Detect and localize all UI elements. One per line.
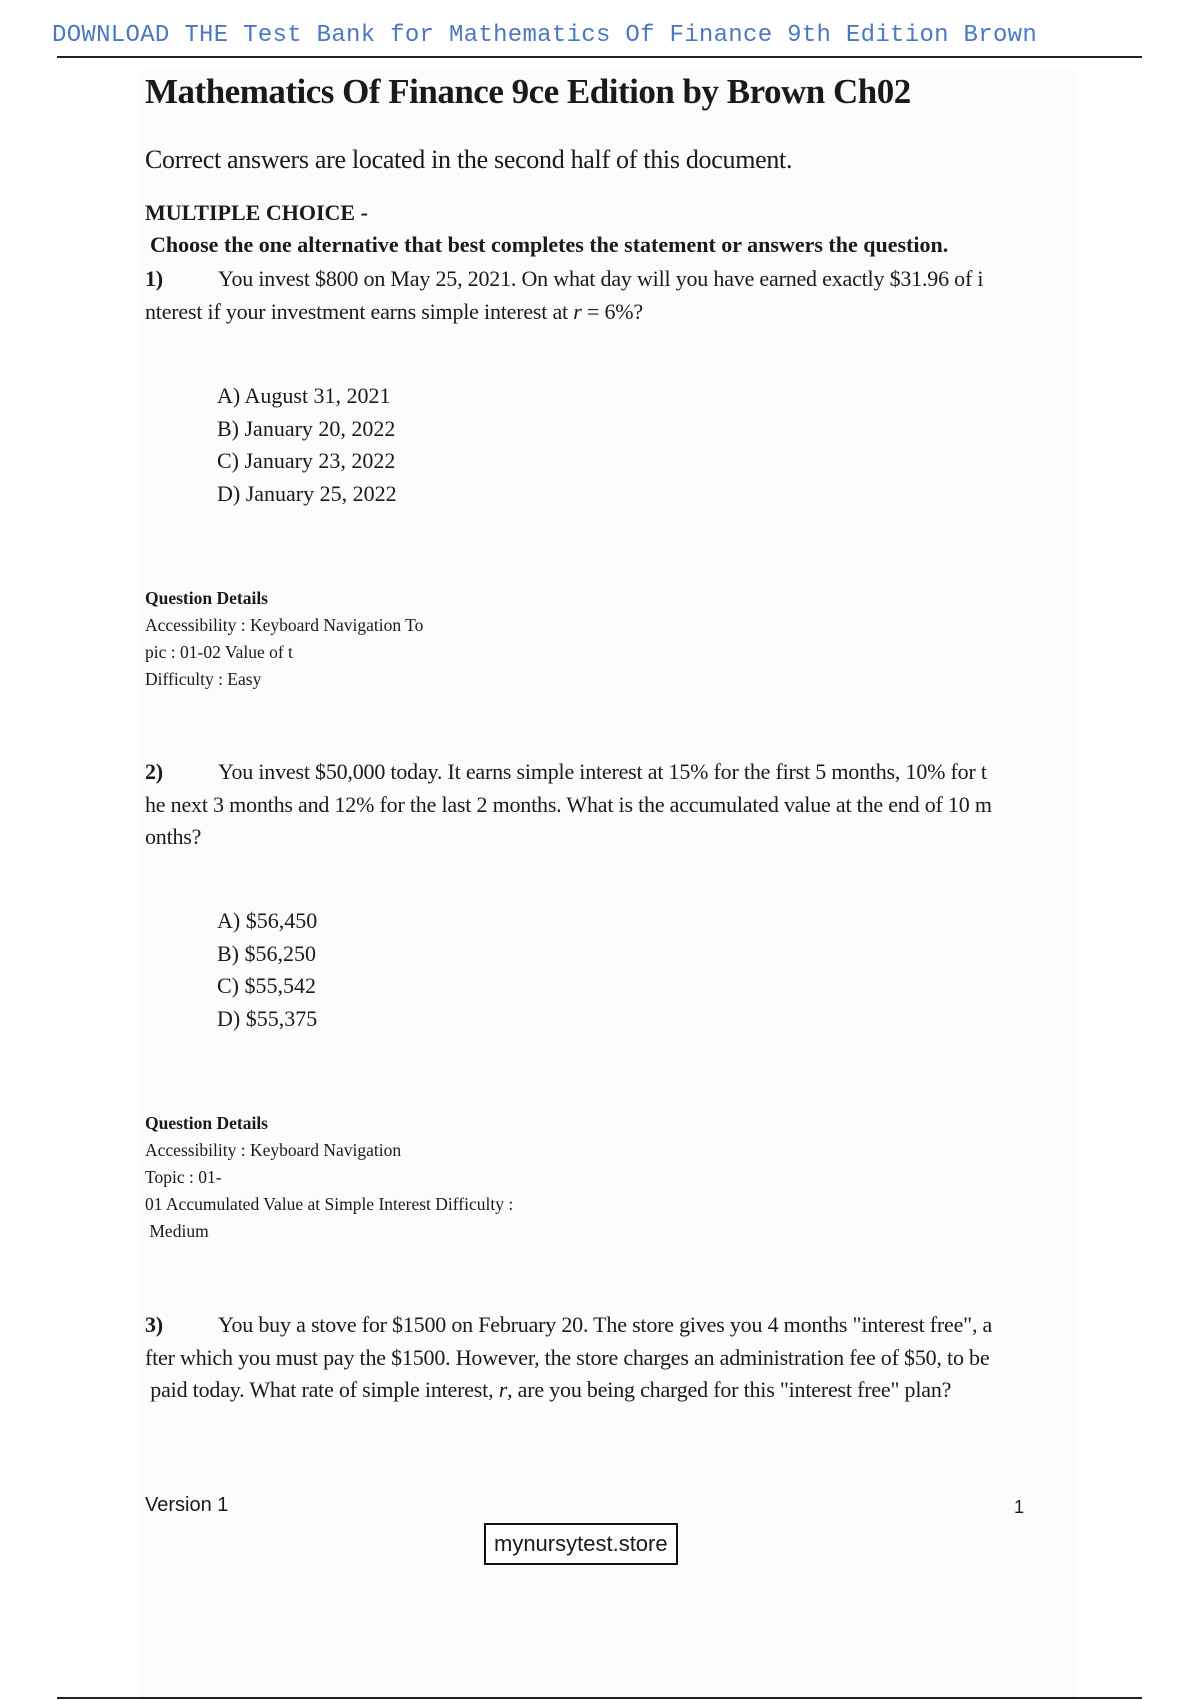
question-2-details [145, 1110, 513, 1245]
question-1-option-d: D) January 25, 2022 [217, 480, 397, 506]
page-number: 1 [1014, 1497, 1025, 1517]
question-2-option-a: A) $56,450 [217, 908, 318, 933]
question-2-text-1: You invest $50,000 today. It earns simple interest at 15% for the first 5 months, 10% for t [218, 759, 987, 784]
question-2-option-d: D) $55,375 [217, 1005, 318, 1031]
question-3-text-2: fter which you must pay the $1500. However, the store charges an administration fee of $50, to be [145, 1344, 990, 1370]
question-2-line-1 [145, 756, 1075, 789]
question-3-number: 3) [145, 1312, 163, 1337]
question-2-option-c: C) $55,542 [217, 973, 316, 998]
instruction-text: Choose the one alternative that best completes the statement or answers the question. [150, 232, 949, 257]
footer-divider [57, 1697, 1142, 1699]
question-3-line-3 [145, 1374, 1075, 1407]
question-1-text-2: nterest if your investment earns simple interest at [145, 298, 574, 324]
question-2-details-line-3: 01 Accumulated Value at Simple Interest Difficulty : [145, 1194, 514, 1214]
question-1-details-line-2: pic : 01-02 Value of t [145, 642, 293, 662]
section-label: MULTIPLE CHOICE - [145, 200, 368, 225]
question-1-line-1 [145, 263, 1075, 296]
question-1-line-2 [145, 296, 1075, 329]
document-title: Mathematics Of Finance 9ce Edition by Brown Ch02 [145, 72, 911, 111]
question-2-details-line-4: Medium [145, 1221, 209, 1241]
footer-version: Version 1 [145, 1494, 229, 1516]
question-1-option-b: B) January 20, 2022 [217, 415, 396, 441]
question-1-details-line-1: Accessibility : Keyboard Navigation To [145, 615, 424, 635]
question-2-option-b: B) $56,250 [217, 940, 316, 966]
question-2-details-heading: Question Details [145, 1113, 268, 1133]
question-1-variable-r: r [573, 298, 582, 324]
download-banner[interactable]: DOWNLOAD THE Test Bank for Mathematics Of Finance 9th Edition Brown [52, 22, 1038, 49]
question-2-text-3: onths? [145, 824, 202, 849]
question-3-variable-r: r [498, 1377, 508, 1402]
question-1-options [217, 380, 397, 510]
question-1 [145, 263, 1075, 328]
question-1-details [145, 585, 423, 693]
question-1-option-a: A) August 31, 2021 [217, 383, 391, 408]
question-2-details-line-1: Accessibility : Keyboard Navigation [145, 1140, 402, 1160]
question-1-option-c: C) January 23, 2022 [217, 448, 396, 473]
question-1-number: 1) [145, 266, 163, 291]
question-3 [145, 1309, 1075, 1407]
watermark-link[interactable]: mynursytest.store [484, 1523, 678, 1565]
question-2-options [217, 905, 317, 1035]
intro-text: Correct answers are located in the second half of this document. [145, 145, 793, 174]
question-2-number: 2) [145, 759, 163, 784]
question-3-text-1: You buy a stove for $1500 on February 20. The store gives you 4 months "interest free", a [218, 1312, 993, 1337]
question-1-text-3: = 6%? [581, 298, 643, 324]
question-2 [145, 756, 1075, 854]
header-divider [57, 56, 1142, 58]
question-2-text-2: he next 3 months and 12% for the last 2 months. What is the accumulated value at the end of 10 m [145, 791, 992, 817]
question-3-text-4: , are you being charged for this "interest free" plan? [507, 1377, 952, 1402]
question-3-line-1 [145, 1309, 1075, 1342]
question-1-details-heading: Question Details [145, 588, 268, 608]
question-1-text-1: You invest $800 on May 25, 2021. On what day will you have earned exactly $31.96 of i [218, 266, 984, 291]
question-3-text-3: paid today. What rate of simple interest, [145, 1377, 499, 1402]
question-2-details-line-2: Topic : 01- [145, 1167, 222, 1187]
question-1-details-line-3: Difficulty : Easy [145, 669, 262, 689]
